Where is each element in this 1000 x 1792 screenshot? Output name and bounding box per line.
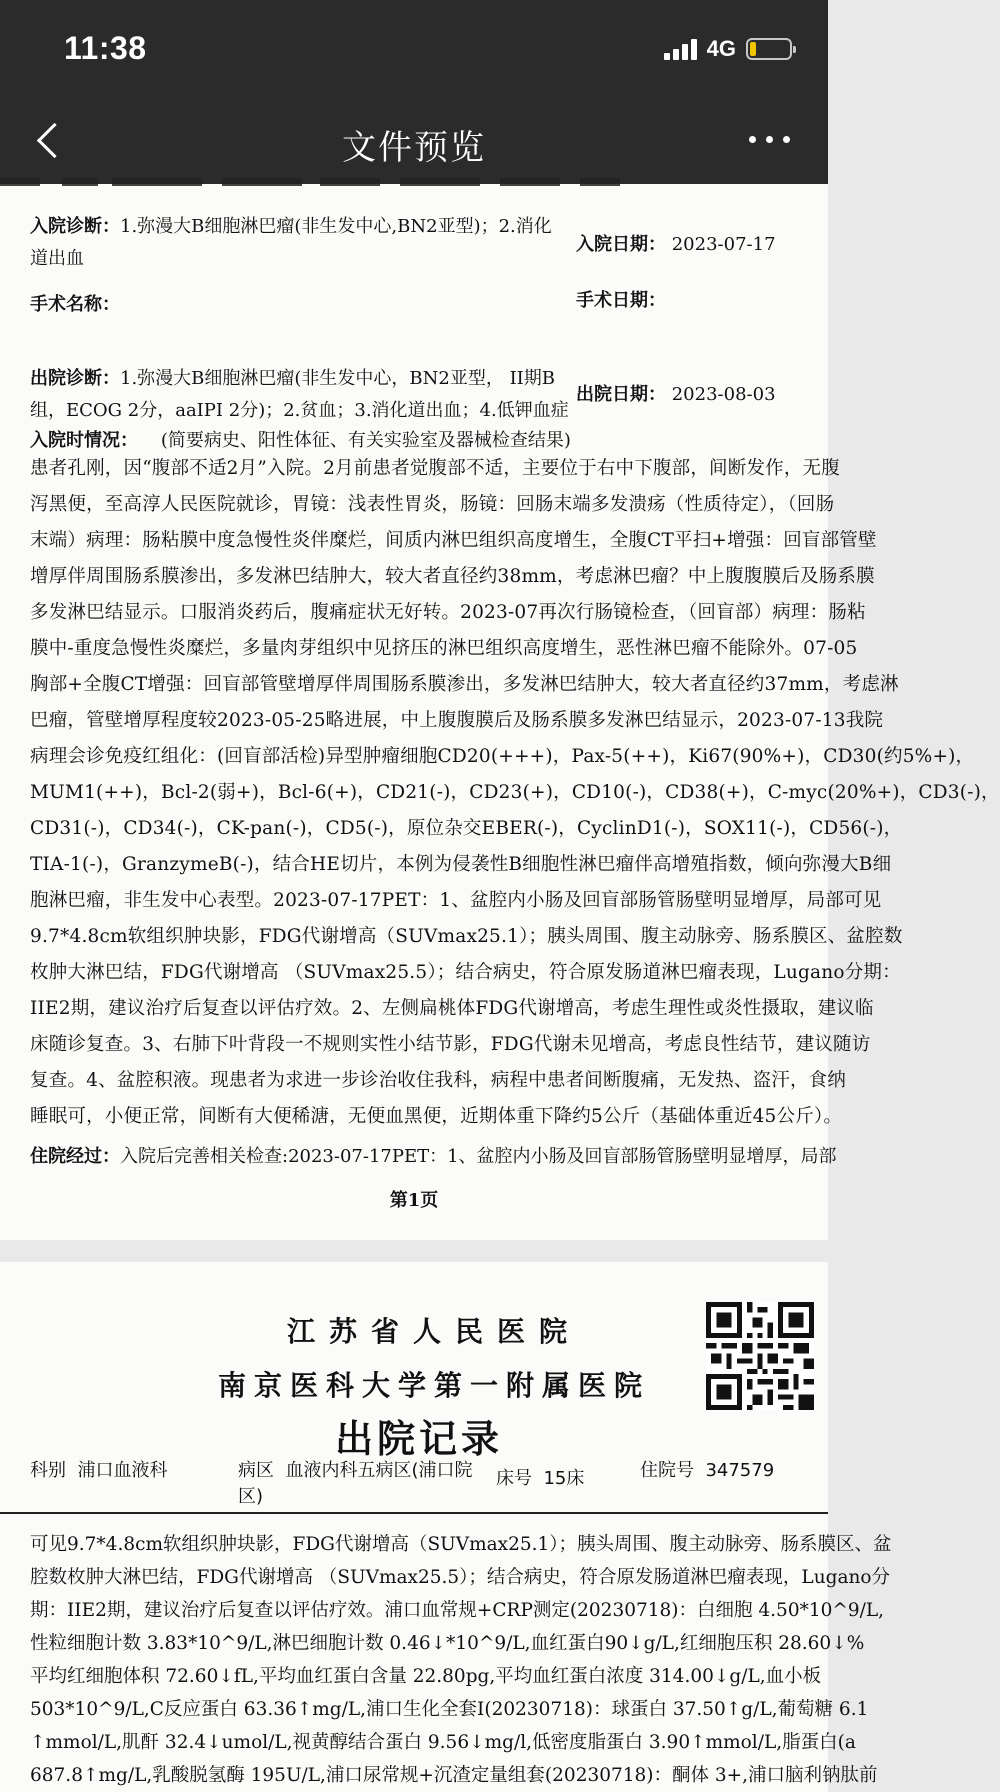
body-line: 可见9.7*4.8cm软组织肿块影，FDG代谢增高（SUVmax25.1）；胰头周围、腹主动脉旁、肠系膜区、盆: [30, 1534, 892, 1555]
body-line: ↑mmol/L,肌酐 32.4↓umol/L,视黄醇结合蛋白 9.56↓mg/l,低密度脂蛋白 3.90↑mmol/L,脂蛋白(a: [30, 1732, 856, 1753]
body-line: 多发淋巴结显示。口服消炎药后，腹痛症状无好转。2023-07再次行肠镜检查，（回盲部）病理：肠粘: [30, 602, 866, 623]
body-line: 687.8↑mg/L,乳酸脱氢酶 195U/L,浦口尿常规+沉渣定量组套(20230718)：酮体 3+,浦口脑利钠肽前: [30, 1765, 878, 1786]
header-divider: [0, 1512, 828, 1514]
body-line: 末端）病理：肠粘膜中度急慢性炎伴糜烂，间质内淋巴组织高度增生，全腹CT平扫+增强：回盲部管壁: [30, 530, 877, 551]
inpatient-number: 住院号 347579: [640, 1460, 775, 1481]
body-line: 枚肿大淋巴结，FDG代谢增高 （SUVmax25.5）；结合病史，符合原发肠道淋巴瘤表现，Lugano分期：: [30, 962, 901, 983]
ward-cont: 区): [238, 1486, 264, 1507]
qr-code-icon: [706, 1302, 814, 1410]
signal-icon: [664, 38, 697, 60]
battery-icon: [746, 38, 792, 60]
body-line: TIA-1(-)，GranzymeB(-)，结合HE切片，本例为侵袭性B细胞性淋巴瘤伴高增殖指数，倾向弥漫大B细: [30, 854, 892, 875]
status-indicators: [664, 36, 792, 62]
page-title: 文件预览: [342, 129, 486, 167]
department: 科别 浦口血液科: [30, 1460, 168, 1481]
cropped-previous-line: [0, 178, 828, 192]
body-line: 平均红细胞体积 72.60↓fL,平均血红蛋白含量 22.80pg,平均血红蛋白浓度 314.00↓g/L,血小板: [30, 1666, 822, 1687]
discharge-date: 出院日期： 2023-08-03: [576, 384, 776, 405]
admission-date: 入院日期： 2023-07-17: [576, 234, 776, 255]
surgery-date-label: 手术日期：: [576, 290, 666, 311]
body-line: 复查。4、盆腔积液。现患者为求进一步诊治收住我科，病程中患者间断腹痛，无发热、盗汗，食纳: [30, 1070, 847, 1091]
body-line: 胸部+全腹CT增强：回盲部管壁增厚伴周围肠系膜渗出，多发淋巴结肿大，较大者直径约37mm，考虑淋: [30, 674, 899, 695]
discharge-diagnosis-cont: 组，ECOG 2分，aaIPI 2分)；2.贫血；3.消化道出血；4.低钾血症: [30, 400, 569, 421]
body-line: 睡眠可，小便正常，间断有大便稀溏，无便血黑便，近期体重下降约5公斤（基础体重近45公斤）。: [30, 1106, 843, 1127]
body-line: 性粒细胞计数 3.83*10^9/L,淋巴细胞计数 0.46↓*10^9/L,血红蛋白90↓g/L,红细胞压积 28.60↓%: [30, 1633, 865, 1654]
document-title: 出院记录: [334, 1417, 503, 1461]
status-bar: [0, 0, 828, 100]
body-line: IIE2期，建议治疗后复查以评估疗效。2、左侧扁桃体FDG代谢增高，考虑生理性或炎性摄取，建议临: [30, 998, 874, 1019]
ward: 病区 血液内科五病区(浦口院: [238, 1460, 473, 1481]
discharge-diagnosis: 出院诊断：1.弥漫大B细胞淋巴瘤(非生发中心，BN2亚型， II期B: [30, 368, 556, 389]
body-line: 巴瘤，管壁增厚程度较2023-05-25略进展，中上腹腹膜后及肠系膜多发淋巴结显示，2023-07-13我院: [30, 710, 884, 731]
app-header: [0, 0, 828, 184]
hospital-course: 住院经过：入院后完善相关检查:2023-07-17PET：1、盆腔内小肠及回盲部肠管肠壁明显增厚，局部: [30, 1146, 837, 1167]
surgery-name-label: 手术名称：: [30, 294, 120, 315]
admission-status-header: 入院时情况： (简要病史、阳性体征、有关实验室及器械检查结果): [30, 430, 571, 451]
body-line: 患者孔刚，因“腹部不适2月”入院。2月前患者觉腹部不适，主要位于右中下腹部，间断发作，无腹: [30, 458, 840, 479]
hospital-name: 江苏省人民医院: [286, 1315, 581, 1348]
body-line: 期：IIE2期，建议治疗后复查以评估疗效。浦口血常规+CRP测定(20230718)：白细胞 4.50*10^9/L,: [30, 1600, 885, 1621]
body-line: 床随诊复查。3、右肺下叶背段一不规则实性小结节影，FDG代谢未见增高，考虑良性结节，建议随访: [30, 1034, 871, 1055]
document-page-2[interactable]: [0, 1262, 892, 1792]
body-line: 腔数枚肿大淋巴结，FDG代谢增高 （SUVmax25.5）；结合病史，符合原发肠道淋巴瘤表现，Lugano分: [30, 1567, 891, 1588]
body-line: 膜中-重度急慢性炎糜烂，多量肉芽组织中见挤压的淋巴组织高度增生，恶性淋巴瘤不能除外。07-05: [30, 638, 858, 659]
body-line: 泻黑便，至高淳人民医院就诊，胃镜：浅表性胃炎，肠镜：回肠末端多发溃疡（性质待定），（回肠: [30, 494, 835, 515]
page-number: 第1页: [389, 1190, 439, 1211]
nav-bar: [0, 100, 828, 184]
body-line: 503*10^9/L,C反应蛋白 63.36↑mg/L,浦口生化全套Ⅰ(20230718)：球蛋白 37.50↑g/L,葡萄糖 6.1: [30, 1699, 869, 1720]
body-line: CD31(-)，CD34(-)，CK-pan(-)，CD5(-)，原位杂交EBER(-)，CyclinD1(-)，SOX11(-)，CD56(-)，: [30, 818, 903, 839]
bed-number: 床号 15床: [496, 1468, 585, 1489]
network-type: 4G: [706, 36, 736, 61]
page-gap: [0, 1240, 828, 1262]
body-line: 病理会诊免疫红组化：(回盲部活检)异型肿瘤细胞CD20(+++)，Pax-5(++)，Ki67(90%+)，CD30(约5%+)，: [30, 746, 975, 767]
document-page-1[interactable]: [0, 184, 1000, 1240]
admission-diagnosis: 入院诊断：1.弥漫大B细胞淋巴瘤(非生发中心,BN2亚型)；2.消化: [30, 216, 552, 237]
status-time: 11:38: [64, 30, 147, 66]
body-line: MUM1(++)，Bcl-2(弱+)，Bcl-6(+)，CD21(-)，CD23(+)，CD10(-)，CD38(+)，C-myc(20%+)，CD3(-)，: [30, 782, 1000, 803]
body-line: 9.7*4.8cm软组织肿块影，FDG代谢增高（SUVmax25.1）；胰头周围、腹主动脉旁、肠系膜区、盆腔数: [30, 926, 903, 947]
admission-diagnosis-cont: 道出血: [30, 248, 84, 269]
body-line: 增厚伴周围肠系膜渗出，多发淋巴结肿大，较大者直径约38mm，考虑淋巴瘤？中上腹腹膜后及肠系膜: [30, 566, 875, 587]
hospital-affiliation: 南京医科大学第一附属医院: [217, 1369, 650, 1402]
more-button[interactable]: [749, 136, 790, 143]
body-line: 胞淋巴瘤，非生发中心表型。2023-07-17PET：1、盆腔内小肠及回盲部肠管肠壁明显增厚，局部可见: [30, 890, 882, 911]
